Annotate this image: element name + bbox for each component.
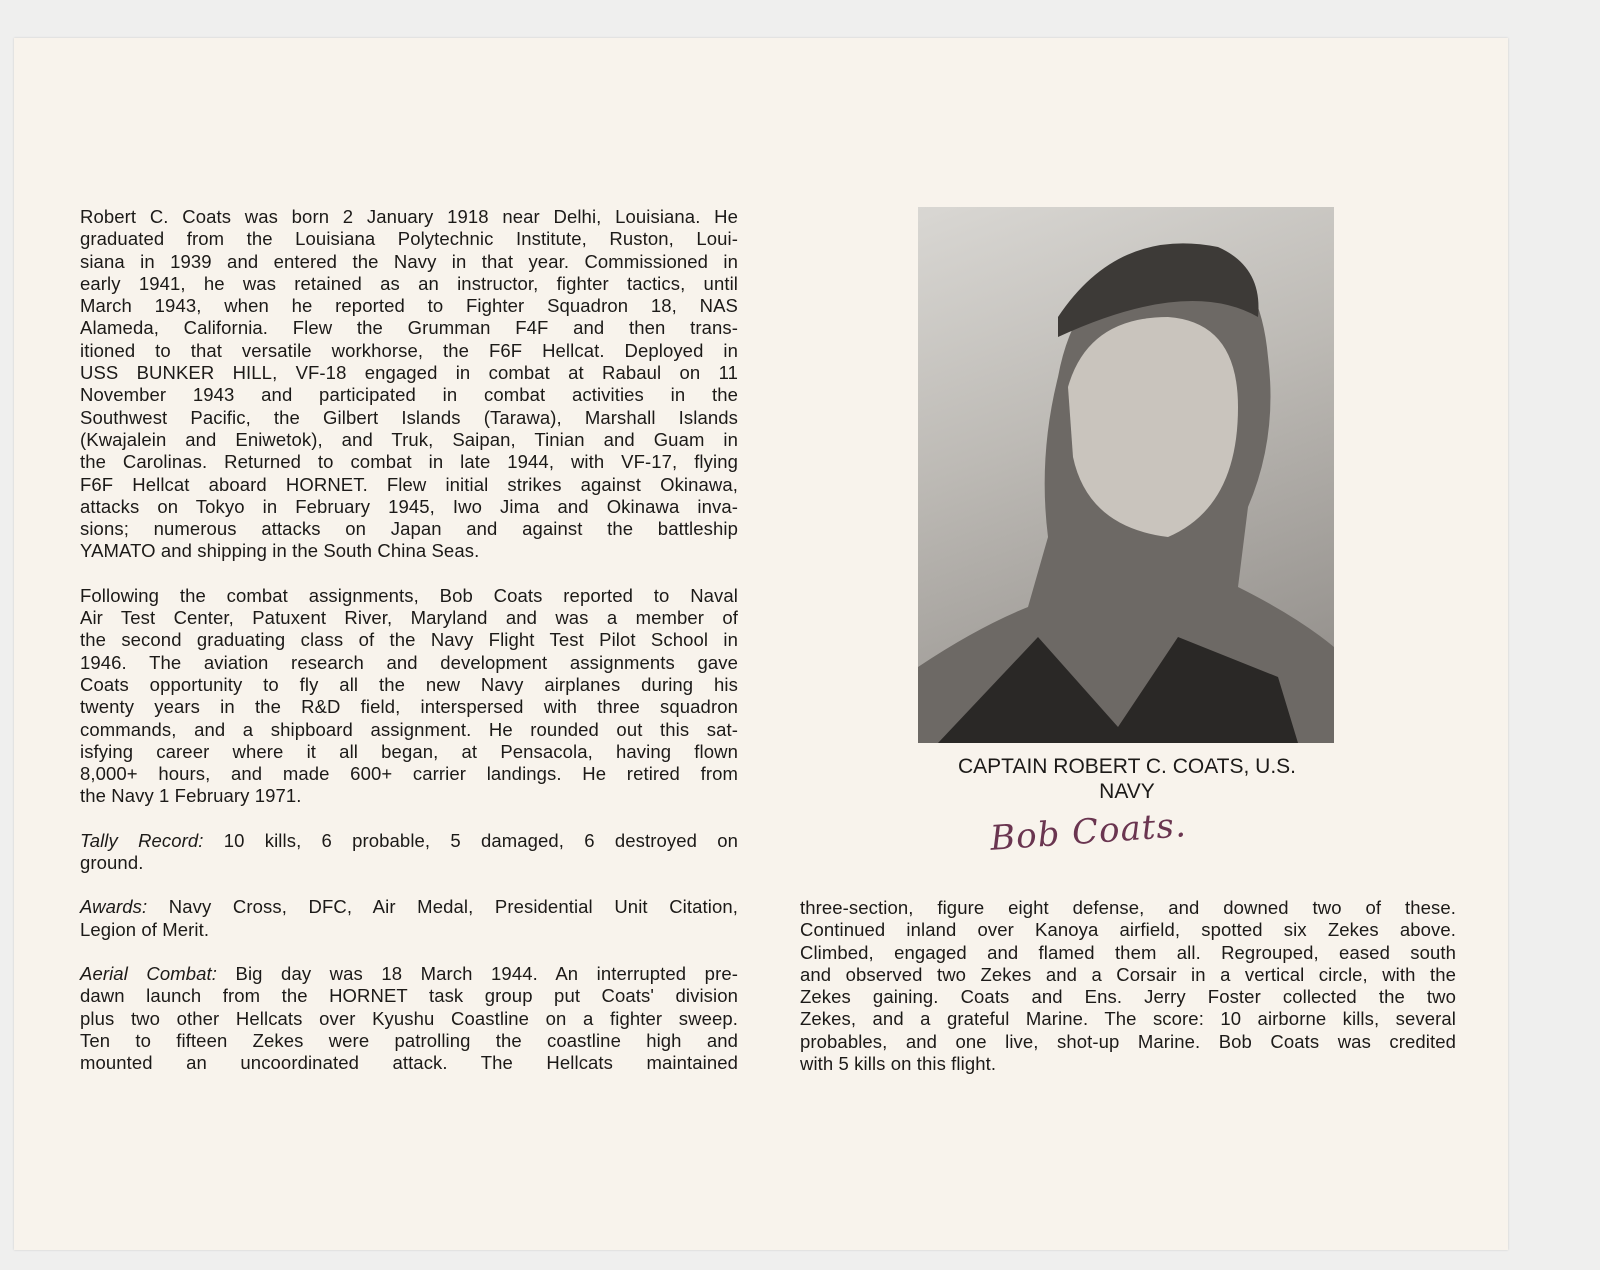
handwritten-signature: Bob Coats. — [988, 805, 1188, 859]
line-text: Air Test Center, Patuxent River, Maryland and was a member of — [80, 607, 738, 629]
line-text: F6F Hellcat aboard HORNET. Flew initial strikes against Okinawa, — [80, 473, 738, 495]
text-line — [80, 719, 738, 741]
text-line — [80, 295, 738, 317]
line-text: (Kwajalein and Eniwetok), and Truk, Saipan, Tinian and Guam in — [80, 428, 738, 450]
tally-record — [80, 830, 738, 875]
text-line — [80, 763, 738, 785]
line-text: Legion of Merit. — [80, 918, 210, 940]
line-text: the second graduating class of the Navy Flight Test Pilot School in — [80, 629, 738, 651]
text-line — [80, 384, 738, 406]
text-line — [800, 919, 1456, 941]
text-line — [80, 206, 738, 228]
awards — [80, 896, 738, 941]
line-text: Coats opportunity to fly all the new Navy airplanes during his — [80, 673, 738, 695]
text-line — [80, 518, 738, 540]
line-text: March 1943, when he reported to Fighter Squadron 18, NAS — [80, 295, 738, 317]
text-line — [80, 785, 738, 807]
text-line — [80, 629, 738, 651]
text-line — [800, 1031, 1456, 1053]
portrait-caption — [880, 754, 1374, 804]
text-line — [80, 251, 738, 273]
line-text: isfying career where it all began, at Pensacola, having flown — [80, 740, 738, 762]
line-text: graduated from the Louisiana Polytechnic Institute, Ruston, Loui- — [80, 228, 738, 250]
line-text: Zekes, and a grateful Marine. The score: 10 airborne kills, several — [800, 1008, 1456, 1030]
text-line — [80, 362, 738, 384]
text-line — [80, 474, 738, 496]
section-label: Aerial Combat: — [80, 962, 218, 984]
text-line — [80, 652, 738, 674]
aerial-combat-continued — [800, 897, 1456, 1075]
text-line — [80, 1008, 738, 1030]
bio-paragraph-1 — [80, 206, 738, 563]
line-text: Alameda, California. Flew the Grumman F4F and then trans- — [80, 317, 738, 339]
line-text: YAMATO and shipping in the South China Seas. — [80, 540, 480, 562]
line-text: 8,000+ hours, and made 600+ carrier landings. He retired from — [80, 763, 738, 785]
section-label: Awards: — [80, 896, 148, 918]
text-line — [80, 340, 738, 362]
text-line — [800, 942, 1456, 964]
line-text: Continued inland over Kanoya airfield, spotted six Zekes above. — [800, 919, 1456, 941]
text-line — [80, 317, 738, 339]
text-line — [80, 540, 738, 562]
right-column — [800, 897, 1456, 1097]
text-line — [80, 852, 738, 874]
line-text: and observed two Zekes and a Corsair in a vertical circle, with the — [800, 963, 1456, 985]
pilot-portrait-image — [918, 207, 1334, 743]
left-column — [80, 206, 738, 1096]
line-text: commands, and a shipboard assignment. He rounded out this sat- — [80, 718, 738, 740]
line-text: itioned to that versatile workhorse, the F6F Hellcat. Deployed in — [80, 339, 738, 361]
line-text: Navy Cross, DFC, Air Medal, Presidential Unit Citation, — [147, 896, 738, 918]
text-line — [800, 986, 1456, 1008]
portrait-photo — [918, 207, 1334, 743]
line-text: with 5 kills on this flight. — [800, 1053, 997, 1075]
text-line — [80, 985, 738, 1007]
line-text: ground. — [80, 852, 144, 874]
text-line — [800, 1008, 1456, 1030]
text-line — [80, 1052, 738, 1074]
text-line — [80, 429, 738, 451]
line-text: twenty years in the R&D field, interspersed with three squadron — [80, 696, 738, 718]
text-line — [80, 607, 738, 629]
line-text: siana in 1939 and entered the Navy in that year. Commissioned in — [80, 250, 738, 272]
line-text: three-section, figure eight defense, and downed two of these. — [800, 897, 1456, 918]
line-text: Southwest Pacific, the Gilbert Islands (Tarawa), Marshall Islands — [80, 406, 738, 428]
line-text: the Navy 1 February 1971. — [80, 785, 302, 807]
text-line — [80, 585, 738, 607]
text-line — [800, 897, 1456, 919]
text-line — [80, 674, 738, 696]
aerial-combat — [80, 963, 738, 1074]
line-text: sions; numerous attacks on Japan and against the battleship — [80, 518, 738, 540]
line-text: November 1943 and participated in combat activities in the — [80, 384, 738, 406]
text-line — [80, 496, 738, 518]
line-text: dawn launch from the HORNET task group put Coats' division — [80, 985, 738, 1007]
text-line — [80, 451, 738, 473]
text-line — [80, 741, 738, 763]
line-text: Following the combat assignments, Bob Coats reported to Naval — [80, 584, 738, 606]
line-text: probables, and one live, shot-up Marine. Bob Coats was credited — [800, 1030, 1456, 1052]
text-line — [80, 896, 738, 918]
line-text: Robert C. Coats was born 2 January 1918 near Delhi, Louisiana. He — [80, 206, 738, 227]
caption-line-2: NAVY — [1099, 780, 1155, 803]
line-text: attacks on Tokyo in February 1945, Iwo Jima and Okinawa inva- — [80, 495, 738, 517]
line-text: plus two other Hellcats over Kyushu Coastline on a fighter sweep. — [80, 1007, 738, 1029]
text-line — [800, 1053, 1456, 1075]
text-line — [80, 1030, 738, 1052]
text-line — [80, 228, 738, 250]
text-line — [80, 830, 738, 852]
line-text: Zekes gaining. Coats and Ens. Jerry Foster collected the two — [800, 986, 1456, 1008]
line-text: Big day was 18 March 1944. An interrupted pre- — [217, 962, 738, 984]
line-text: Ten to fifteen Zekes were patrolling the coastline high and — [80, 1029, 738, 1051]
text-line — [800, 964, 1456, 986]
line-text: the Carolinas. Returned to combat in late 1944, with VF-17, flying — [80, 451, 738, 473]
line-text: early 1941, he was retained as an instructor, fighter tactics, until — [80, 272, 738, 294]
text-line — [80, 407, 738, 429]
text-line — [80, 963, 738, 985]
line-text: 1946. The aviation research and development assignments gave — [80, 651, 738, 673]
text-line — [80, 696, 738, 718]
line-text: mounted an uncoordinated attack. The Hellcats maintained — [80, 1052, 738, 1074]
caption-line-1: CAPTAIN ROBERT C. COATS, U.S. — [958, 755, 1296, 778]
line-text: USS BUNKER HILL, VF-18 engaged in combat at Rabaul on 11 — [80, 362, 738, 384]
section-label: Tally Record: — [80, 829, 204, 851]
line-text: 10 kills, 6 probable, 5 damaged, 6 destroyed on — [203, 829, 738, 851]
bio-paragraph-2 — [80, 585, 738, 808]
line-text: Climbed, engaged and flamed them all. Regrouped, eased south — [800, 941, 1456, 963]
text-line — [80, 273, 738, 295]
text-line — [80, 919, 738, 941]
